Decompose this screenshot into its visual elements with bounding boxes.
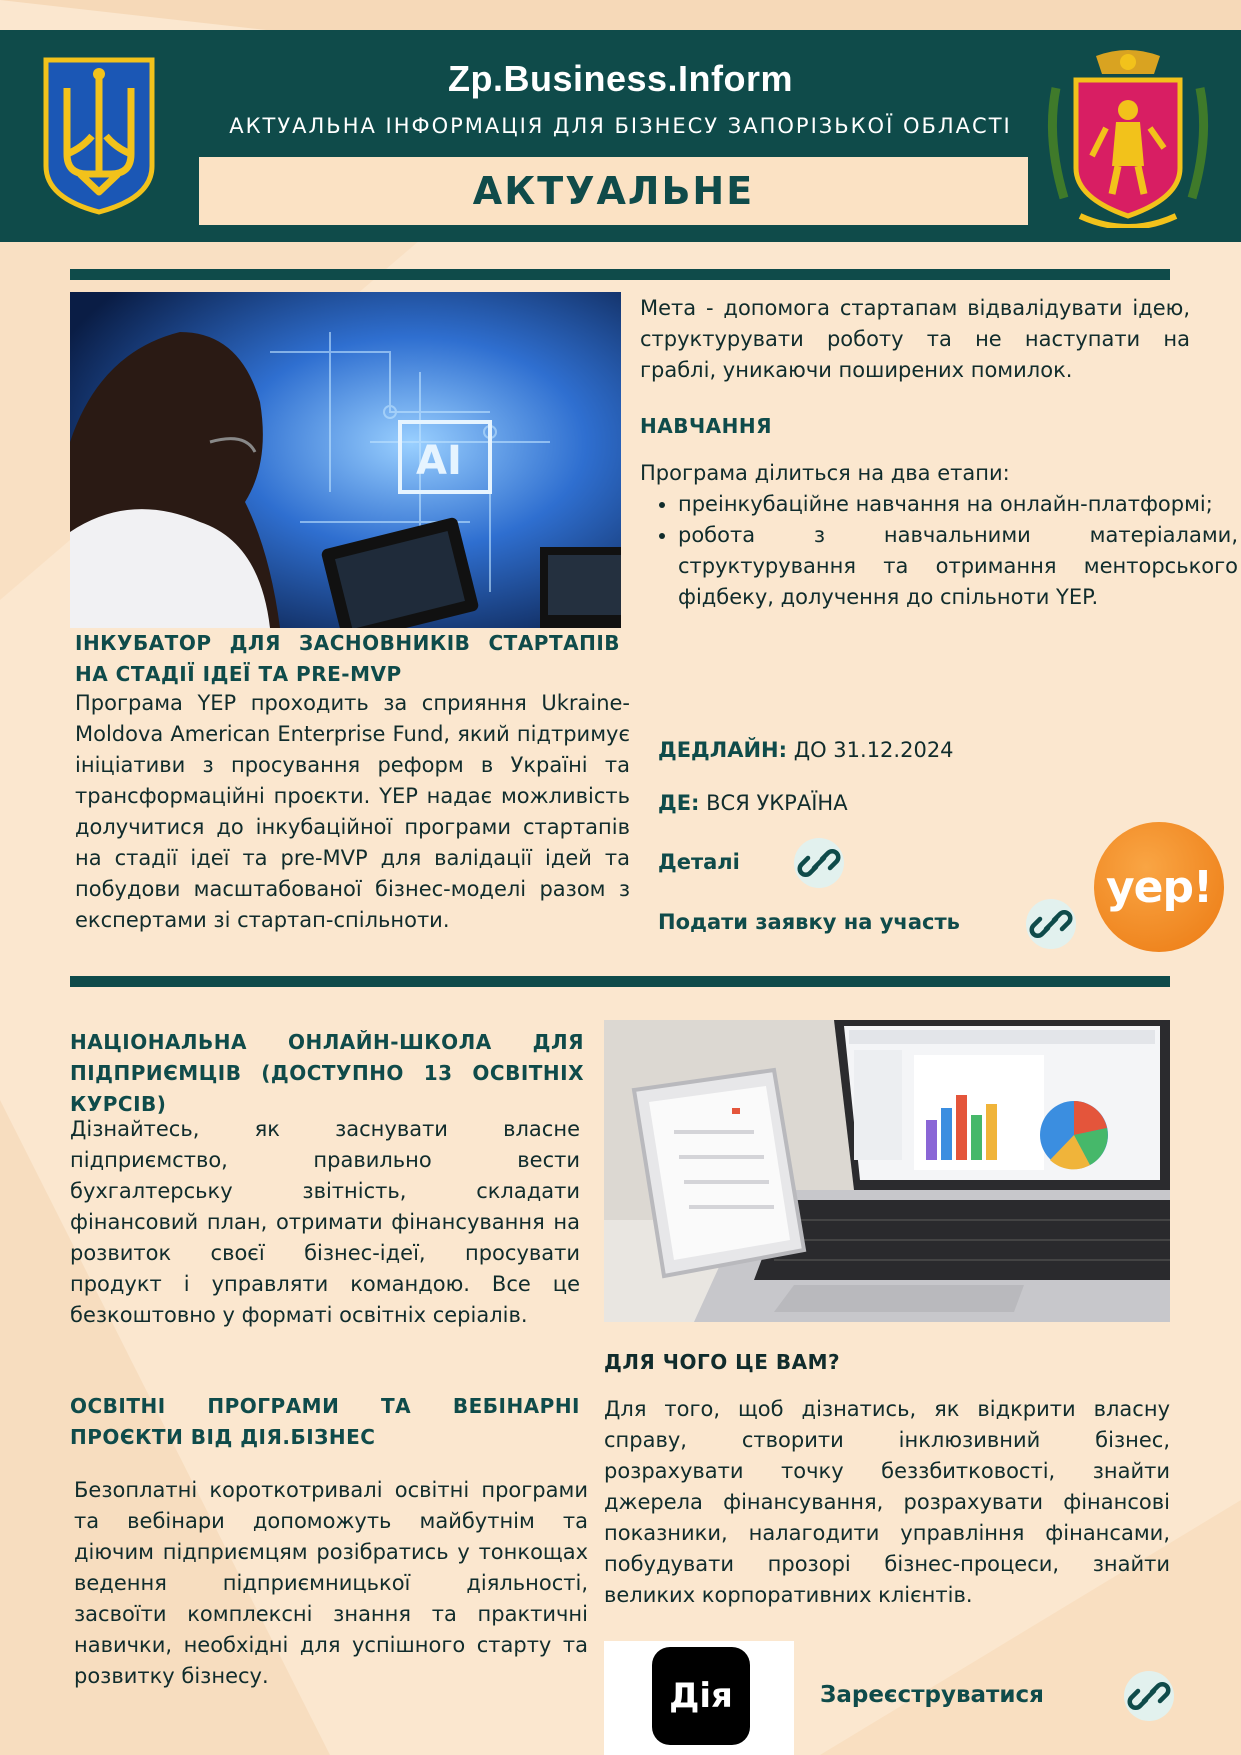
- incubator-body: Програма YEP проходить за сприяння Ukraine-Moldova American Enterprise Fund, який підтримує ініціативи з просування реформ в Україні та трансформаційні проєкти. YEP надає можливість долучитися до інкубаційної програми стартапів на стадії ідеї та pre-MVP для валідації ідей та побудови масштабованої бізнес-моделі разом з експертами зі стартап-спільноти.: [75, 691, 630, 932]
- list-item: • робота з навчальними матеріалами, структурування та отримання менторського фідбеку, долучення до спільноти YEP.: [678, 520, 1238, 613]
- details-link[interactable]: Деталі: [658, 850, 740, 874]
- training-intro: Програма ділиться на два етапи:: [640, 461, 1010, 485]
- deadline-row: [658, 735, 1158, 766]
- deadline-label: ДЕДЛАЙН:: [658, 738, 787, 762]
- site-subtitle: АКТУАЛЬНА ІНФОРМАЦІЯ ДЛЯ БІЗНЕСУ ЗАПОРІЗЬКОЇ ОБЛАСТІ: [229, 114, 1012, 138]
- school-heading: НАЦІОНАЛЬНА ОНЛАЙН-ШКОЛА ДЛЯ ПІДПРИЄМЦІВ (ДОСТУПНО 13 ОСВІТНІХ КУРСІВ): [70, 1030, 584, 1116]
- location-label: ДЕ:: [658, 791, 700, 815]
- incubator-photo: [70, 292, 621, 628]
- register-link[interactable]: Зареєструватися: [820, 1682, 1044, 1708]
- diia-programs-heading: ОСВІТНІ ПРОГРАМИ ТА ВЕБІНАРНІ ПРОЄКТИ ВІД ДІЯ.БІЗНЕС: [70, 1394, 580, 1449]
- apply-link[interactable]: Подати заявку на участь: [658, 910, 960, 934]
- photo-overlay-text: AI: [416, 438, 462, 484]
- location-row: [658, 788, 1158, 819]
- diia-logo-text: Дія: [669, 1676, 733, 1716]
- training-list: [640, 489, 1238, 613]
- site-title: Zp.Business.Inform: [447, 58, 794, 99]
- location-value: ВСЯ УКРАЇНА: [706, 791, 848, 815]
- incubator-goal: Мета - допомога стартапам відвалідувати ідею, структурувати роботу та не наступати на граблі, уникаючи поширених помилок.: [640, 296, 1190, 382]
- register-link-icon[interactable]: [1124, 1671, 1174, 1721]
- section-banner: [199, 157, 1028, 225]
- deadline-value: ДО 31.12.2024: [793, 738, 954, 762]
- section-label: АКТУАЛЬНЕ: [472, 169, 755, 213]
- diia-logo: [652, 1647, 750, 1745]
- why-body: Для того, щоб дізнатись, як відкрити власну справу, створити інклюзивний бізнес, розрахувати точку беззбитковості, знайти джерела фінансування, розрахувати фінансові показники, налагодити управління фінансами, побудувати прозорі бізнес-процеси, знайти великих корпоративних клієнтів.: [604, 1397, 1170, 1607]
- diia-logo-panel: [604, 1641, 794, 1755]
- list-item: • преінкубаційне навчання на онлайн-платформі;: [678, 489, 1238, 520]
- section-divider-top: [70, 269, 1170, 280]
- diia-programs-body: Безоплатні короткотривалі освітні програми та вебінари допоможуть майбутнім та діючим підприємцям розібратись у тонкощах ведення підприємницької діяльності, засвоїти комплексні знання та практичні навички, необхідні для успішного старту та розвитку бізнесу.: [74, 1478, 588, 1688]
- zaporizhzhia-coat-of-arms: [1046, 48, 1210, 228]
- section-divider-middle: [70, 976, 1170, 987]
- yep-logo-text: yep!: [1105, 861, 1213, 913]
- school-body: Дізнайтесь, як заснувати власне підприємство, правильно вести бухгалтерську звітність, складати фінансовий план, отримати фінансування на розвиток своєї бізнес-ідеї, просувати продукт і управляти командою. Все це безкоштовно у форматі освітніх серіалів.: [70, 1117, 580, 1327]
- training-heading: НАВЧАННЯ: [640, 414, 772, 438]
- laptop-photo: [604, 1020, 1170, 1322]
- incubator-heading: ІНКУБАТОР ДЛЯ ЗАСНОВНИКІВ СТАРТАПІВ НА СТАДІЇ ІДЕЇ ТА PRE-MVP: [75, 631, 620, 686]
- yep-logo: [1094, 822, 1224, 952]
- details-link-icon[interactable]: [794, 838, 844, 888]
- why-heading: ДЛЯ ЧОГО ЦЕ ВАМ?: [604, 1350, 841, 1374]
- apply-link-icon[interactable]: [1026, 899, 1076, 949]
